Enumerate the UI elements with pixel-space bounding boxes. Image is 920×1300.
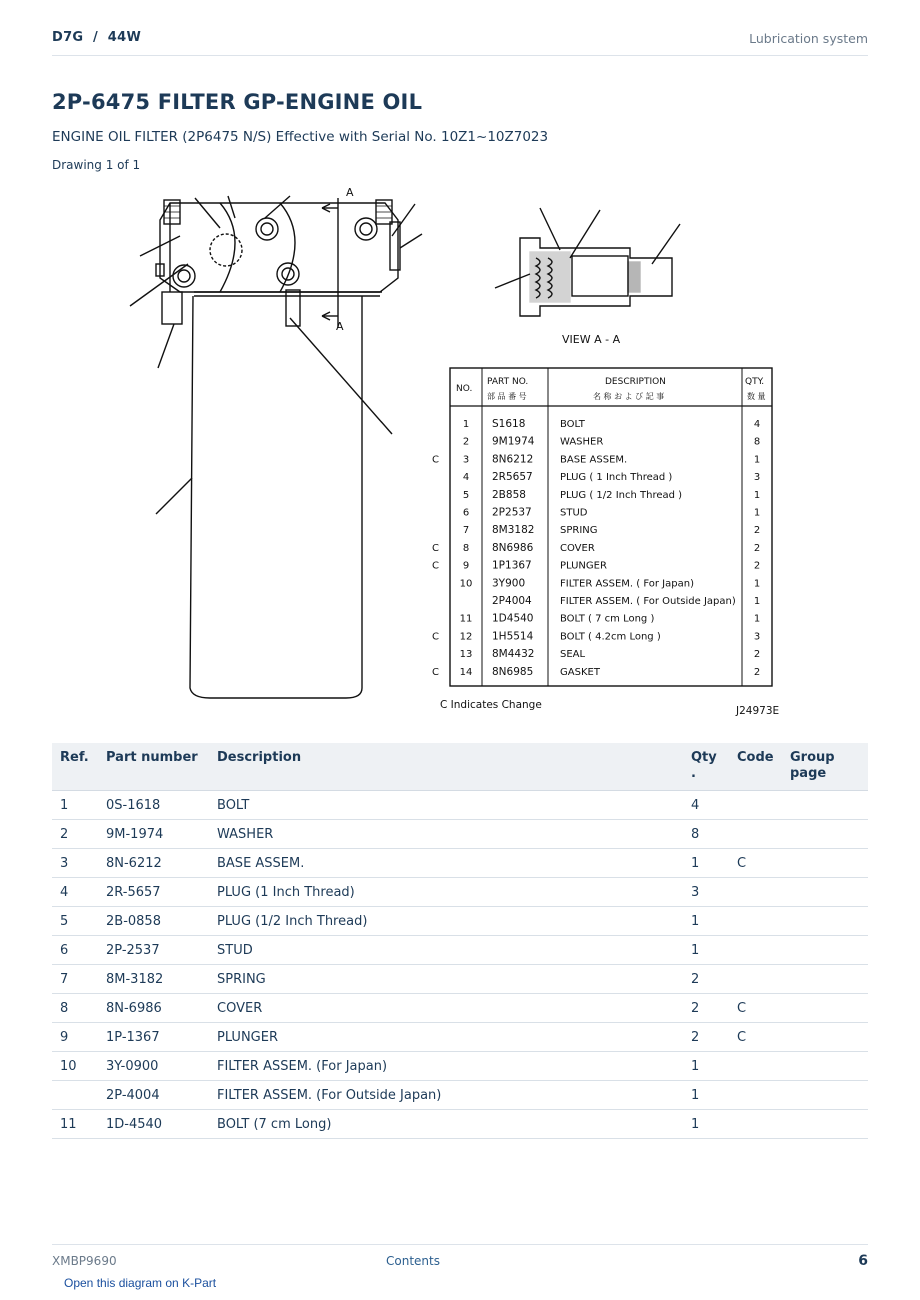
drawing-count-label: Drawing 1 of 1 <box>52 158 141 172</box>
cell-qty: 1 <box>685 907 731 936</box>
cell-qty: 3 <box>685 878 731 907</box>
scan-cell-no: 12 <box>459 631 473 643</box>
cell-description: COVER <box>211 994 685 1023</box>
cell-part-number: 8N-6986 <box>100 994 211 1023</box>
col-part-number: Part number <box>100 743 211 791</box>
scan-cell-no: 2 <box>462 436 470 448</box>
cell-ref: 6 <box>52 936 100 965</box>
cell-qty: 1 <box>685 1052 731 1081</box>
scan-header-no: NO. <box>456 384 473 394</box>
scan-cell-change: C <box>432 631 439 643</box>
scan-cell-desc: BOLT <box>560 419 585 430</box>
scan-cell-part: 8M4432 <box>492 648 535 661</box>
scan-cell-qty: 8 <box>753 436 761 448</box>
table-row <box>52 791 868 820</box>
cell-code <box>731 965 784 994</box>
filter-assembly-drawing <box>130 196 422 698</box>
scan-header-qty: QTY. <box>745 377 765 387</box>
cell-part-number: 0S-1618 <box>100 791 211 820</box>
cell-ref <box>52 1081 100 1110</box>
scan-cell-change: C <box>432 454 439 466</box>
scanned-parts-table <box>432 368 772 686</box>
table-row <box>52 820 868 849</box>
scan-cell-qty: 2 <box>753 666 761 678</box>
scan-cell-part: 9M1974 <box>492 435 535 448</box>
cell-group-page <box>784 994 868 1023</box>
scan-cell-desc: BOLT ( 4.2cm Long ) <box>560 631 661 643</box>
cell-description: STUD <box>211 936 685 965</box>
scan-cell-no: 9 <box>462 560 470 572</box>
cell-description: FILTER ASSEM. (For Outside Japan) <box>211 1081 685 1110</box>
scan-cell-desc: STUD <box>560 507 588 519</box>
view-label: VIEW A - A <box>562 333 621 346</box>
scan-cell-qty: 1 <box>753 507 761 519</box>
section-marker-bottom: A <box>336 320 344 333</box>
scan-header-qty-jp: 数 量 <box>747 392 766 401</box>
col-group-page: Group page <box>784 743 868 791</box>
cell-part-number: 1P-1367 <box>100 1023 211 1052</box>
cell-part-number: 2R-5657 <box>100 878 211 907</box>
cell-ref: 7 <box>52 965 100 994</box>
scan-cell-no: 11 <box>459 613 473 625</box>
cell-qty: 1 <box>685 936 731 965</box>
scan-cell-no: 4 <box>462 472 470 484</box>
page-footer <box>52 1244 868 1274</box>
scan-cell-desc: WASHER <box>560 436 604 448</box>
page-title: 2P-6475 FILTER GP-ENGINE OIL <box>52 90 423 114</box>
cell-group-page <box>784 878 868 907</box>
cell-part-number: 2P-2537 <box>100 936 211 965</box>
cell-code <box>731 820 784 849</box>
scan-cell-desc: PLUG ( 1/2 Inch Thread ) <box>560 489 683 501</box>
scan-cell-no: 7 <box>462 525 470 537</box>
scan-cell-part: 2P4004 <box>492 595 532 607</box>
section-view-drawing <box>495 208 680 316</box>
cell-description: WASHER <box>211 820 685 849</box>
cell-description: PLUG (1 Inch Thread) <box>211 878 685 907</box>
scan-cell-desc: FILTER ASSEM. ( For Japan) <box>560 578 694 590</box>
scan-cell-change: C <box>432 666 439 678</box>
cell-code <box>731 1081 784 1110</box>
cell-code <box>731 907 784 936</box>
cell-ref: 11 <box>52 1110 100 1139</box>
cell-description: PLUG (1/2 Inch Thread) <box>211 907 685 936</box>
cell-group-page <box>784 907 868 936</box>
cell-part-number: 3Y-0900 <box>100 1052 211 1081</box>
table-row <box>52 1052 868 1081</box>
page-number: 6 <box>858 1253 868 1269</box>
cell-code: C <box>731 849 784 878</box>
cell-description: BOLT (7 cm Long) <box>211 1110 685 1139</box>
scan-cell-qty: 1 <box>753 489 761 501</box>
col-description: Description <box>211 743 685 791</box>
contents-link[interactable]: Contents <box>386 1254 440 1268</box>
table-row <box>52 1023 868 1052</box>
model-label: D7G / 44W <box>52 30 142 45</box>
scan-header-desc: DESCRIPTION <box>605 377 666 387</box>
section-label: Lubrication system <box>749 31 868 46</box>
scan-cell-no: 14 <box>459 666 473 678</box>
cell-description: FILTER ASSEM. (For Japan) <box>211 1052 685 1081</box>
cell-code <box>731 936 784 965</box>
scan-cell-qty: 3 <box>753 472 761 484</box>
cell-code <box>731 791 784 820</box>
cell-part-number: 8N-6212 <box>100 849 211 878</box>
cell-ref: 1 <box>52 791 100 820</box>
scan-header-desc-jp: 名 称 お よ び 記 事 <box>593 392 665 401</box>
parts-diagram-svg <box>100 178 820 723</box>
scan-cell-desc: FILTER ASSEM. ( For Outside Japan) <box>560 596 736 607</box>
table-row <box>52 965 868 994</box>
cell-group-page <box>784 1023 868 1052</box>
cell-ref: 8 <box>52 994 100 1023</box>
col-code: Code <box>731 743 784 791</box>
cell-qty: 1 <box>685 849 731 878</box>
document-id: XMBP9690 <box>52 1254 117 1268</box>
scan-cell-part: 2R5657 <box>492 471 533 484</box>
scan-cell-desc: PLUNGER <box>560 560 607 572</box>
scan-cell-part: 8N6212 <box>492 453 534 466</box>
scan-cell-change: C <box>432 542 439 554</box>
scan-cell-desc: SEAL <box>560 649 586 661</box>
page-subtitle: ENGINE OIL FILTER (2P6475 N/S) Effective with Serial No. 10Z1~10Z7023 <box>52 129 549 145</box>
scan-cell-qty: 1 <box>753 454 761 466</box>
cell-description: BOLT <box>211 791 685 820</box>
cell-qty: 4 <box>685 791 731 820</box>
cell-code: C <box>731 1023 784 1052</box>
scan-header-part: PART NO. <box>487 377 529 387</box>
kpart-link[interactable]: Open this diagram on K-Part <box>64 1276 217 1290</box>
page-header <box>52 28 868 56</box>
scan-cell-part: 1P1367 <box>492 559 532 572</box>
cell-group-page <box>784 936 868 965</box>
scan-header-part-jp: 部 品 番 号 <box>487 392 527 401</box>
scan-cell-no: 6 <box>462 507 470 519</box>
cell-ref: 10 <box>52 1052 100 1081</box>
scan-cell-qty: 1 <box>753 613 761 625</box>
cell-ref: 2 <box>52 820 100 849</box>
scan-cell-part: 8N6985 <box>492 665 534 678</box>
cell-ref: 4 <box>52 878 100 907</box>
scan-cell-no: 5 <box>462 489 470 501</box>
scan-cell-desc: BASE ASSEM. <box>560 454 628 466</box>
scan-cell-qty: 2 <box>753 649 761 661</box>
scan-cell-desc: COVER <box>560 542 595 554</box>
col-qty: Qty . <box>685 743 731 791</box>
table-row <box>52 936 868 965</box>
cell-description: PLUNGER <box>211 1023 685 1052</box>
scan-cell-desc: SPRING <box>560 525 598 537</box>
scan-cell-part: 8M3182 <box>492 524 535 537</box>
scan-cell-part: 1H5514 <box>492 630 534 643</box>
cell-part-number: 1D-4540 <box>100 1110 211 1139</box>
cell-ref: 9 <box>52 1023 100 1052</box>
scan-cell-no: 1 <box>462 419 470 430</box>
cell-part-number: 2B-0858 <box>100 907 211 936</box>
scan-cell-part: S1618 <box>492 418 526 430</box>
cell-part-number: 8M-3182 <box>100 965 211 994</box>
table-row <box>52 1081 868 1110</box>
cell-group-page <box>784 1052 868 1081</box>
scan-cell-no: 3 <box>462 454 470 466</box>
scan-cell-qty: 2 <box>753 560 761 572</box>
scan-cell-part: 2B858 <box>492 488 526 501</box>
scan-cell-desc: PLUG ( 1 Inch Thread ) <box>560 472 673 484</box>
table-row <box>52 878 868 907</box>
scan-cell-qty: 1 <box>753 578 761 590</box>
cell-code: C <box>731 994 784 1023</box>
cell-qty: 8 <box>685 820 731 849</box>
parts-table <box>52 743 868 1139</box>
scan-cell-desc: GASKET <box>560 666 600 678</box>
scan-cell-change: C <box>432 560 439 572</box>
scan-cell-qty: 4 <box>753 419 761 430</box>
scan-rows <box>432 418 760 678</box>
cell-qty: 2 <box>685 1023 731 1052</box>
cell-part-number: 9M-1974 <box>100 820 211 849</box>
scan-cell-part: 2P2537 <box>492 506 532 519</box>
cell-qty: 1 <box>685 1110 731 1139</box>
drawing-id: J24973E <box>736 705 780 717</box>
cell-description: SPRING <box>211 965 685 994</box>
legend-note: C Indicates Change <box>440 699 542 711</box>
table-row <box>52 1110 868 1139</box>
section-marker-top: A <box>346 186 354 199</box>
scan-cell-qty: 2 <box>753 542 761 554</box>
cell-qty: 2 <box>685 994 731 1023</box>
scan-cell-no: 10 <box>459 578 473 590</box>
cell-group-page <box>784 1110 868 1139</box>
cell-code <box>731 1110 784 1139</box>
scan-cell-no: 8 <box>462 542 470 554</box>
parts-diagram <box>100 178 820 723</box>
table-row <box>52 849 868 878</box>
parts-table-header <box>52 743 868 791</box>
scan-cell-part: 8N6986 <box>492 541 534 554</box>
cell-description: BASE ASSEM. <box>211 849 685 878</box>
scan-cell-desc: BOLT ( 7 cm Long ) <box>560 613 655 625</box>
table-row <box>52 907 868 936</box>
cell-qty: 2 <box>685 965 731 994</box>
scan-cell-part: 1D4540 <box>492 612 534 625</box>
cell-ref: 5 <box>52 907 100 936</box>
cell-group-page <box>784 791 868 820</box>
table-row <box>52 994 868 1023</box>
scan-cell-part: 3Y900 <box>492 577 526 590</box>
cell-qty: 1 <box>685 1081 731 1110</box>
parts-table-body <box>52 791 868 1139</box>
cell-group-page <box>784 965 868 994</box>
cell-part-number: 2P-4004 <box>100 1081 211 1110</box>
scan-cell-no: 13 <box>459 649 473 661</box>
col-ref: Ref. <box>52 743 100 791</box>
cell-group-page <box>784 1081 868 1110</box>
cell-code <box>731 1052 784 1081</box>
cell-group-page <box>784 849 868 878</box>
cell-ref: 3 <box>52 849 100 878</box>
scan-cell-qty: 3 <box>753 631 761 643</box>
scan-cell-qty: 1 <box>753 596 761 607</box>
cell-code <box>731 878 784 907</box>
cell-group-page <box>784 820 868 849</box>
scan-cell-qty: 2 <box>753 525 761 537</box>
